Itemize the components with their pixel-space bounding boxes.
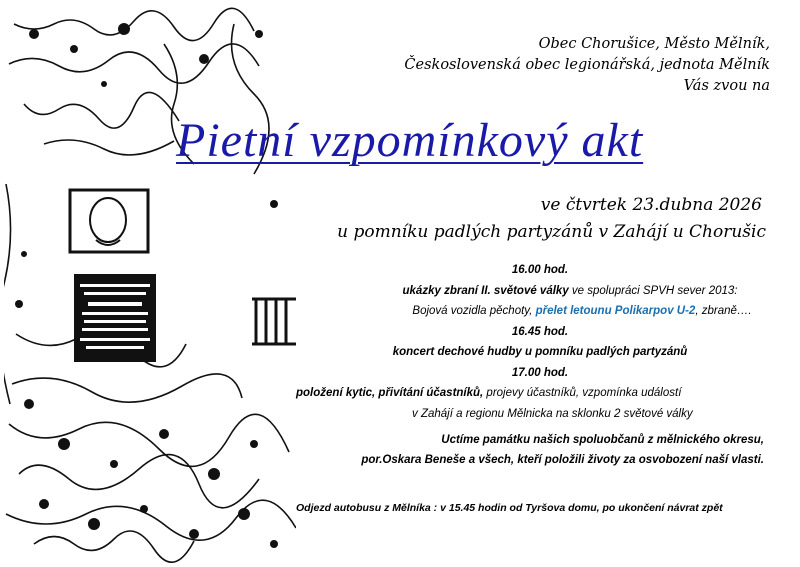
event-date: ve čtvrtek 23.dubna 2026 bbox=[540, 195, 762, 215]
program-item: koncert dechové hudby u pomníku padlých partyzánů bbox=[392, 346, 688, 358]
program-item bbox=[290, 301, 790, 322]
program-item bbox=[290, 281, 790, 302]
program-item-text: Bojová vozidla pěchoty, bbox=[412, 305, 536, 317]
program-item-bold: položení kytic, přivítání účastníků, bbox=[296, 387, 484, 399]
organizers-block bbox=[404, 34, 770, 97]
event-title: Pietní vzpomínkový akt bbox=[176, 114, 644, 167]
event-place: u pomníku padlých partyzánů v Zahájí u Chorušic bbox=[337, 222, 766, 242]
program-block bbox=[290, 260, 790, 424]
program-time: 16.45 hod. bbox=[511, 325, 569, 338]
program-time: 17.00 hod. bbox=[511, 366, 569, 379]
program-item-text: projevy účastníků, vzpomínka událostí bbox=[483, 387, 682, 399]
program-item-text: ve spolupráci SPVH sever 2013: bbox=[568, 284, 738, 297]
program-highlight: přelet letounu Polikarpov U-2 bbox=[535, 305, 696, 317]
program-item bbox=[290, 383, 790, 404]
date-place-block bbox=[337, 192, 766, 246]
invitation-line: Vás zvou na bbox=[683, 78, 770, 94]
tribute-line: Uctíme památku našich spoluobčanů z mělnického okresu, bbox=[441, 434, 764, 446]
program-item: v Zahájí a regionu Mělnicka na sklonku 2 světové války bbox=[412, 407, 693, 420]
tribute-line: por.Oskara Beneše a všech, kteří položili životy za osvobození naší vlasti. bbox=[361, 454, 764, 466]
memorial-photo bbox=[4, 4, 296, 563]
program-item-bold: ukázky zbraní II. světové války bbox=[402, 284, 569, 297]
organizer-line: Československá obec legionářská, jednota Mělník bbox=[404, 57, 770, 73]
tribute-block bbox=[361, 430, 764, 470]
bus-departure-note: Odjezd autobusu z Mělníka : v 15.45 hodin od Tyršova domu, po ukončení návrat zpět bbox=[296, 502, 723, 514]
program-time: 16.00 hod. bbox=[511, 264, 569, 276]
organizer-line: Obec Chorušice, Město Mělník, bbox=[538, 36, 770, 52]
program-item-text: , zbraně…. bbox=[695, 305, 752, 317]
